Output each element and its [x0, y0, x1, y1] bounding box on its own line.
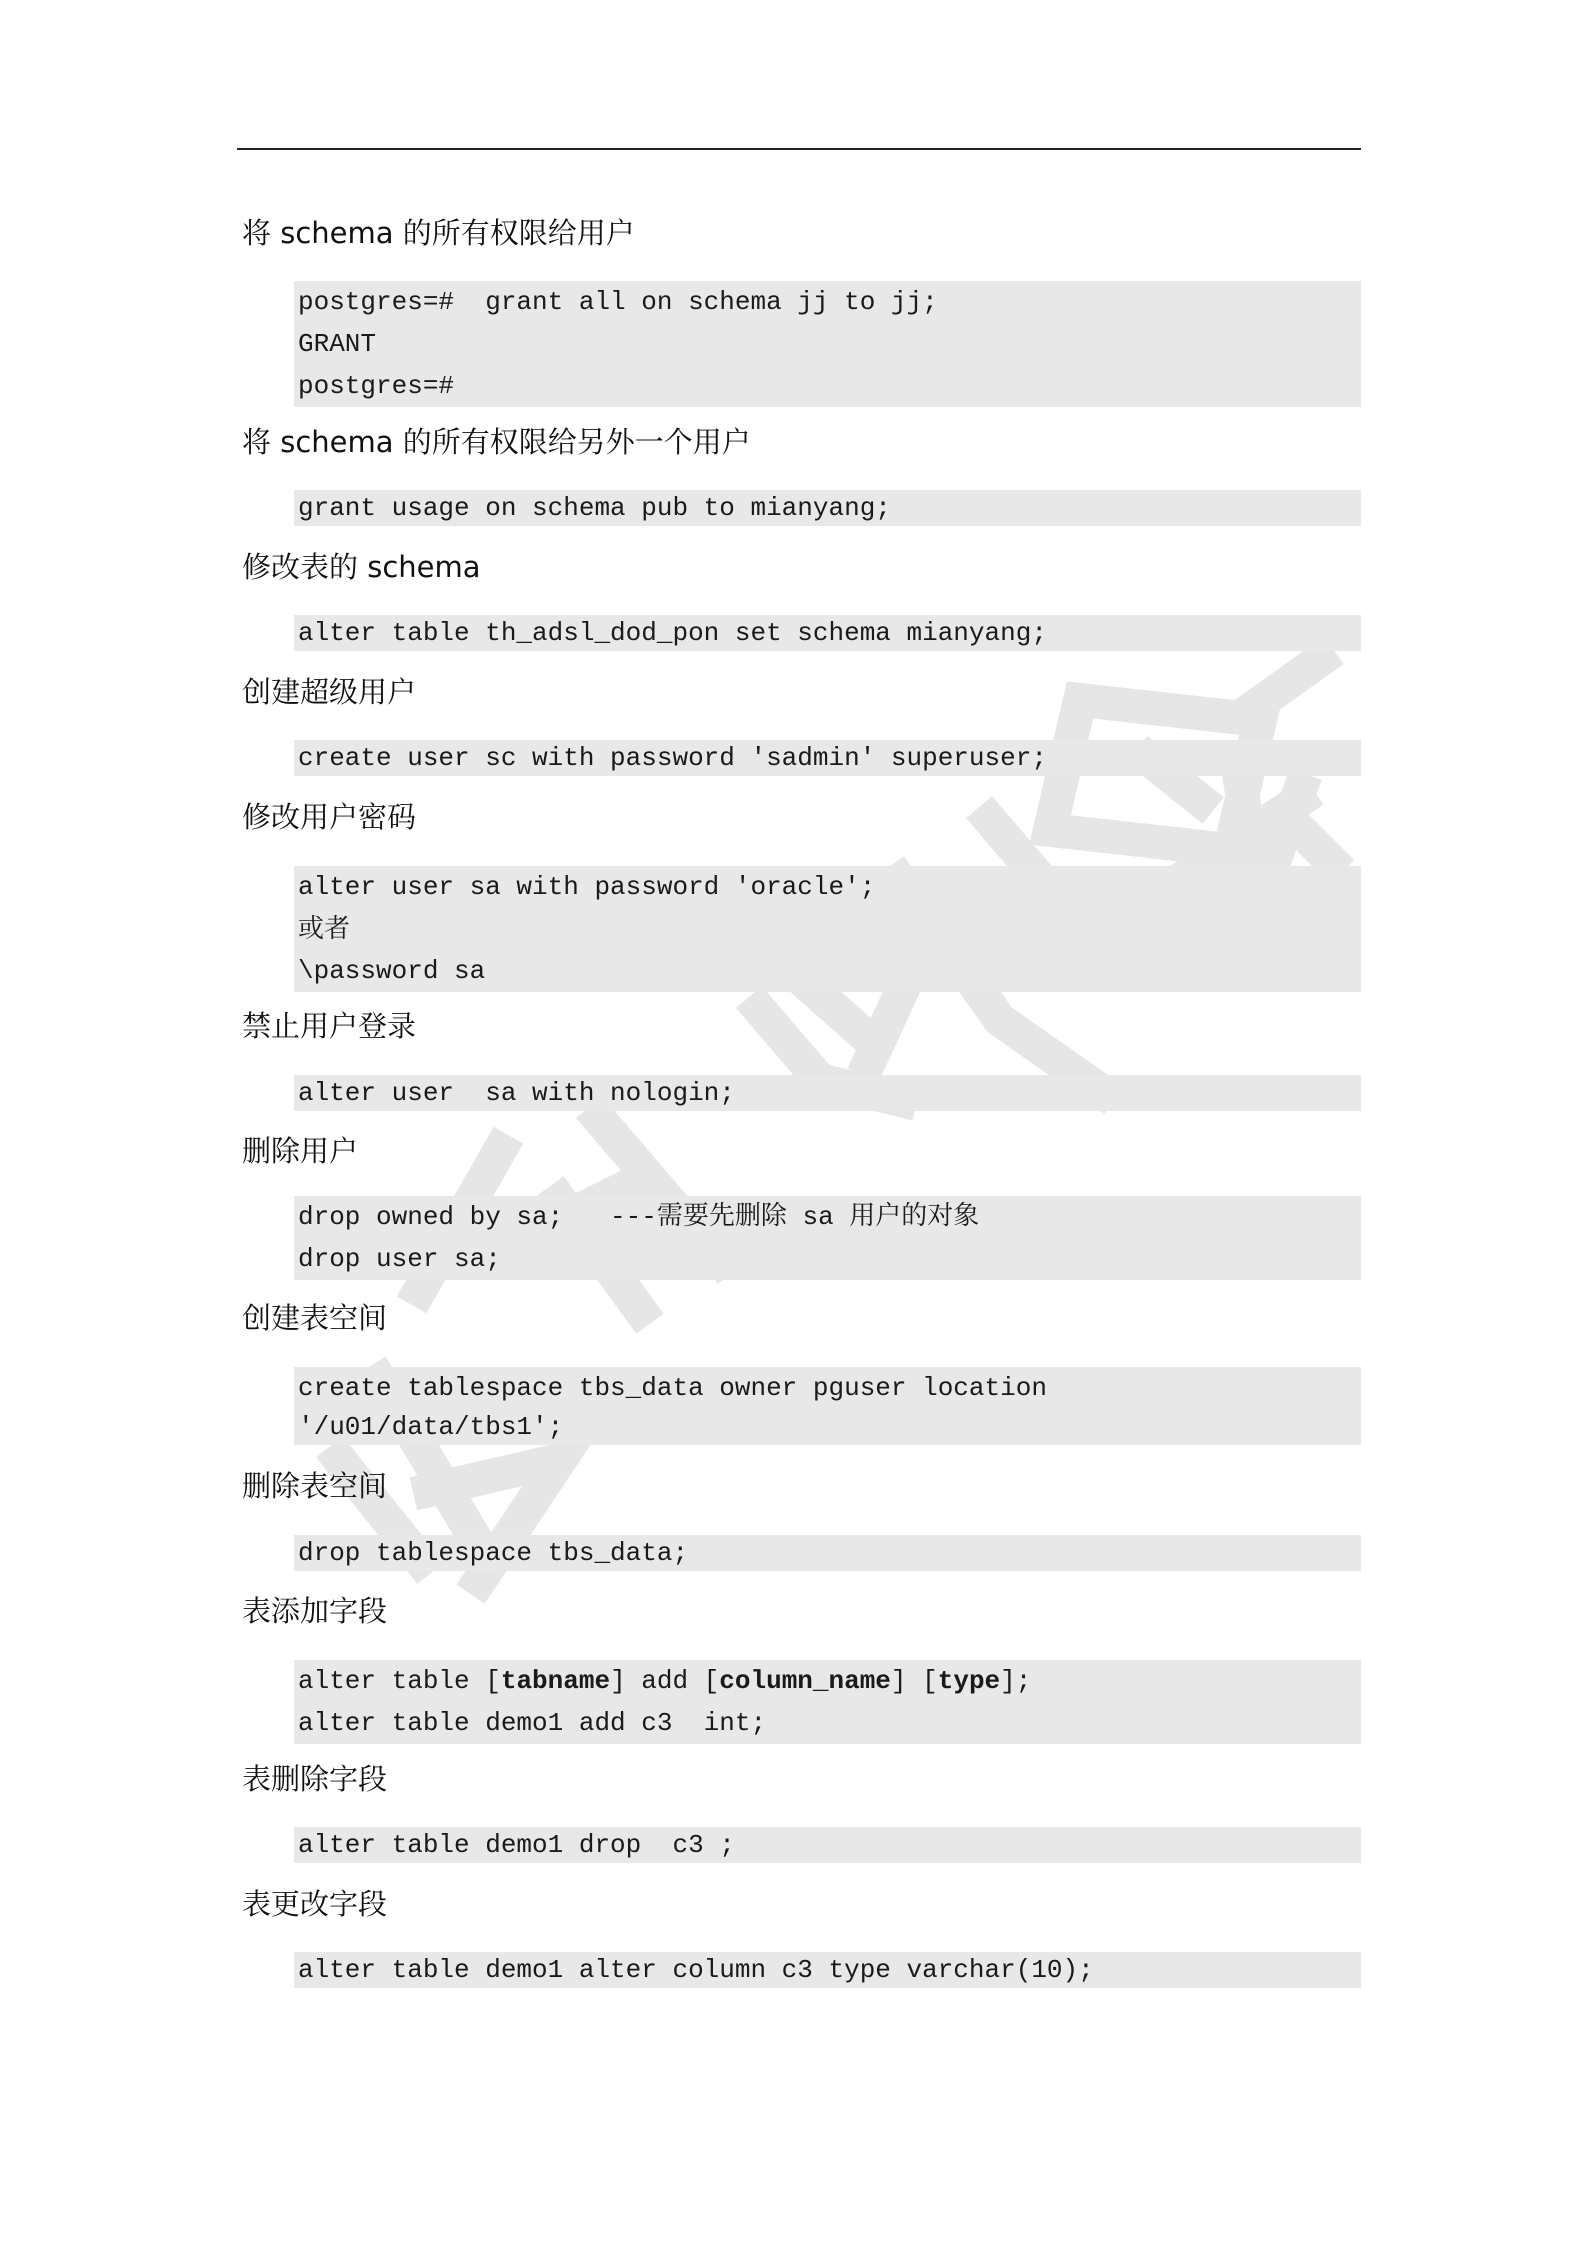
code-block: [294, 1827, 1361, 1863]
code-line: postgres=# grant all on schema jj to jj;: [298, 287, 938, 317]
code-block: [294, 740, 1361, 776]
section-heading: 将 schema 的所有权限给用户: [242, 216, 635, 250]
code-line: \password sa: [298, 956, 486, 986]
code-line: '/u01/data/tbs1';: [298, 1412, 564, 1442]
code-line: GRANT: [298, 329, 377, 359]
section-heading: 删除表空间: [242, 1469, 388, 1503]
code-block: [294, 1196, 1361, 1280]
code-block: [294, 490, 1361, 526]
code-line: alter user sa with nologin;: [298, 1078, 735, 1108]
code-line: drop owned by sa; ---需要先删除 sa 用户的对象: [298, 1202, 980, 1232]
code-line: alter user sa with password 'oracle';: [298, 872, 876, 902]
code-line: alter table demo1 add c3 int;: [298, 1708, 767, 1738]
code-line: 或者: [298, 914, 351, 944]
code-line: postgres=#: [298, 371, 455, 401]
section-heading: 修改用户密码: [242, 800, 417, 834]
code-line: alter table th_adsl_dod_pon set schema mianyang;: [298, 618, 1047, 648]
code-block: [294, 1075, 1361, 1111]
section-heading: 禁止用户登录: [242, 1009, 417, 1043]
code-block: [294, 281, 1361, 407]
code-line: drop tablespace tbs_data;: [298, 1538, 689, 1568]
section-heading: 删除用户: [242, 1134, 359, 1168]
code-line: drop user sa;: [298, 1244, 501, 1274]
section-heading: 表删除字段: [242, 1762, 388, 1796]
code-block: [294, 615, 1361, 651]
code-block: [294, 1952, 1361, 1988]
section-heading: 将 schema 的所有权限给另外一个用户: [242, 425, 751, 459]
section-heading: 创建表空间: [242, 1301, 388, 1335]
code-block: [294, 1367, 1361, 1409]
code-block: [294, 866, 1361, 992]
code-block: [294, 1660, 1361, 1744]
section-heading: 表添加字段: [242, 1594, 388, 1628]
code-block: [294, 1535, 1361, 1571]
section-heading: 修改表的 schema: [242, 550, 481, 584]
code-line: alter table demo1 alter column c3 type varchar(10);: [298, 1955, 1094, 1985]
code-block: [294, 1409, 1361, 1445]
code-line: grant usage on schema pub to mianyang;: [298, 493, 891, 523]
code-line: alter table demo1 drop c3 ;: [298, 1830, 735, 1860]
code-line: create user sc with password 'sadmin' superuser;: [298, 743, 1047, 773]
code-line: alter table [tabname] add [column_name] [type];: [298, 1666, 1032, 1696]
section-heading: 创建超级用户: [242, 675, 417, 709]
section-heading: 表更改字段: [242, 1887, 388, 1921]
code-line: create tablespace tbs_data owner pguser location: [298, 1373, 1047, 1403]
